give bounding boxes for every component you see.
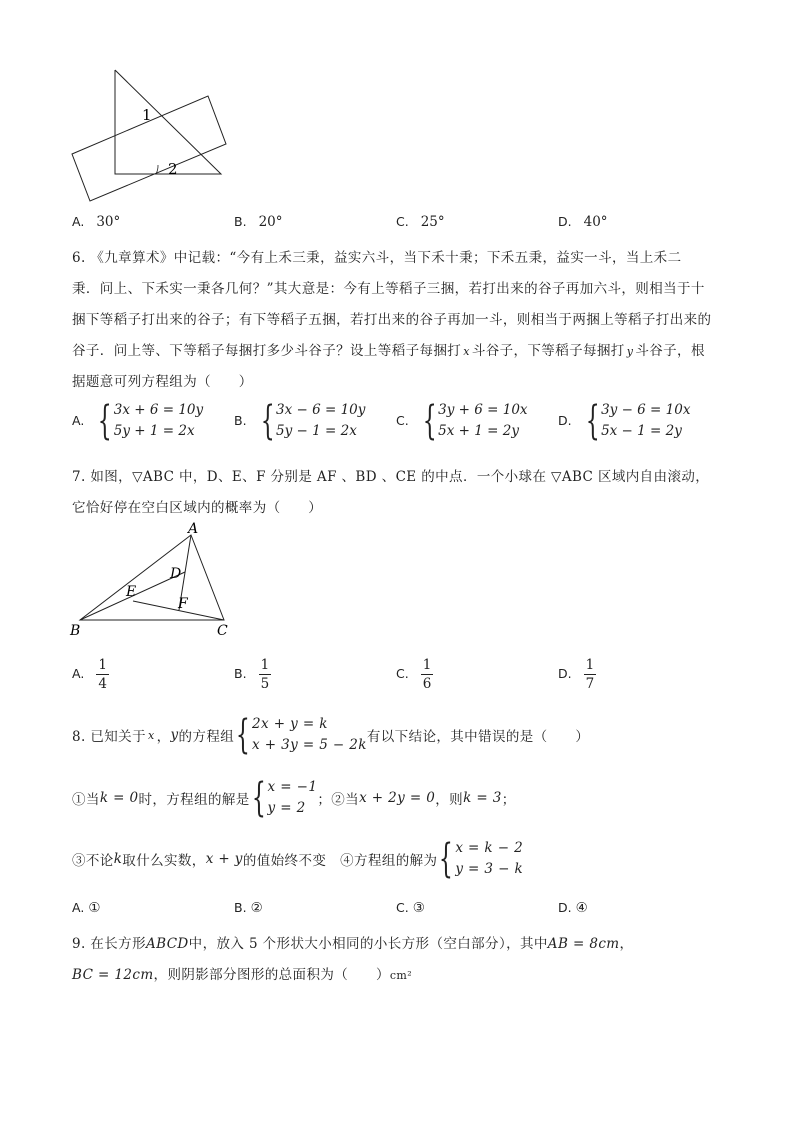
- q7-line-2: 它恰好停在空白区域内的概率为（ ）: [72, 500, 323, 516]
- q6-line-5: 据题意可列方程组为（ ）: [72, 374, 253, 390]
- q8-option-c[interactable]: C. ③: [396, 900, 425, 916]
- q7-line-1: 7. 如图，▽ABC 中，D、E、F 分别是 AF 、BD 、CE 的中点．一个小球在 ▽ABC 区域内自由滚动，: [72, 469, 710, 485]
- vertex-b-label: B: [70, 623, 81, 639]
- angle-2-label: 2: [168, 160, 178, 178]
- vertex-a-label: A: [188, 522, 199, 537]
- point-e-label: E: [126, 584, 137, 600]
- q6-option-c[interactable]: C. { 3y + 6 = 10x 5x + 1 = 2y: [396, 398, 528, 444]
- q8-conclusion-1-2: ①当 k = 0 时，方程组的解是 { x = −1 y = 2 ；②当 x + 2y = 0 ，则 k = 3 ；: [72, 775, 516, 821]
- q6-option-b[interactable]: B. { 3x − 6 = 10y 5y − 1 = 2x: [234, 398, 366, 444]
- q6-line-3: 捆下等稻子打出来的谷子；有下等稻子五捆，若打出来的谷子再加一斗，则相当于两捆上等稻子打出来的: [72, 312, 712, 328]
- vertex-c-label: C: [217, 623, 228, 639]
- q5-option-d[interactable]: D. 40°: [558, 214, 608, 230]
- q7-option-a[interactable]: A. $\frac{1}{4}$: [72, 657, 107, 692]
- q7-option-d[interactable]: D. $\frac{1}{7}$: [558, 657, 595, 692]
- q5-figure: [68, 64, 248, 204]
- q6-option-a[interactable]: A. { 3x + 6 = 10y 5y + 1 = 2x: [72, 398, 204, 444]
- q8-stem: 8. 已知关于 x ， y 的方程组 { 2x + y = k x + 3y = 5 − 2k 有以下结论，其中错误的是（ ）: [72, 712, 590, 758]
- q6-option-d[interactable]: D. { 3y − 6 = 10x 5x − 1 = 2y: [558, 398, 691, 444]
- q7-triangle-figure: [66, 522, 246, 644]
- q8-conclusion-3-4: ③不论 k 取什么实数， x + y 的值始终不变 ④方程组的解为 { x = k − 2 y = 3 − k: [72, 836, 524, 882]
- q6-line-2: 秉．问上、下禾实一秉各几何？”其大意是：今有上等稻子三捆，若打出来的谷子再加六斗，则相当于十: [72, 281, 705, 297]
- q7-option-c[interactable]: C. $\frac{1}{6}$: [396, 657, 432, 692]
- q6-line-1: 6. 《九章算术》中记载：“今有上禾三秉，益实六斗，当下禾十秉；下禾五秉，益实一斗，当上禾二: [72, 250, 682, 266]
- point-f-label: F: [178, 596, 188, 612]
- q7-option-b[interactable]: B. $\frac{1}{5}$: [234, 657, 270, 692]
- q5-option-a[interactable]: A. 30°: [72, 214, 121, 230]
- angle-1-label: 1: [142, 106, 152, 124]
- q8-option-d[interactable]: D. ④: [558, 900, 588, 916]
- q8-option-b[interactable]: B. ②: [234, 900, 263, 916]
- q5-option-c[interactable]: C. 25°: [396, 214, 445, 230]
- q9-line-1: 9. 在长方形ABCD中，放入 5 个形状大小相同的小长方形（空白部分），其中AB = 8cm，: [72, 936, 634, 952]
- q8-option-a[interactable]: A. ①: [72, 900, 101, 916]
- q9-line-2: BC = 12cm，则阴影部分图形的总面积为（ ）cm²: [72, 967, 413, 983]
- q6-line-4: 谷子．问上等、下等稻子每捆打多少斗谷子？设上等稻子每捆打 x 斗谷子，下等稻子每捆打 y 斗谷子，根: [72, 343, 705, 359]
- q5-option-b[interactable]: B. 20°: [234, 214, 283, 230]
- point-d-label: D: [170, 566, 182, 582]
